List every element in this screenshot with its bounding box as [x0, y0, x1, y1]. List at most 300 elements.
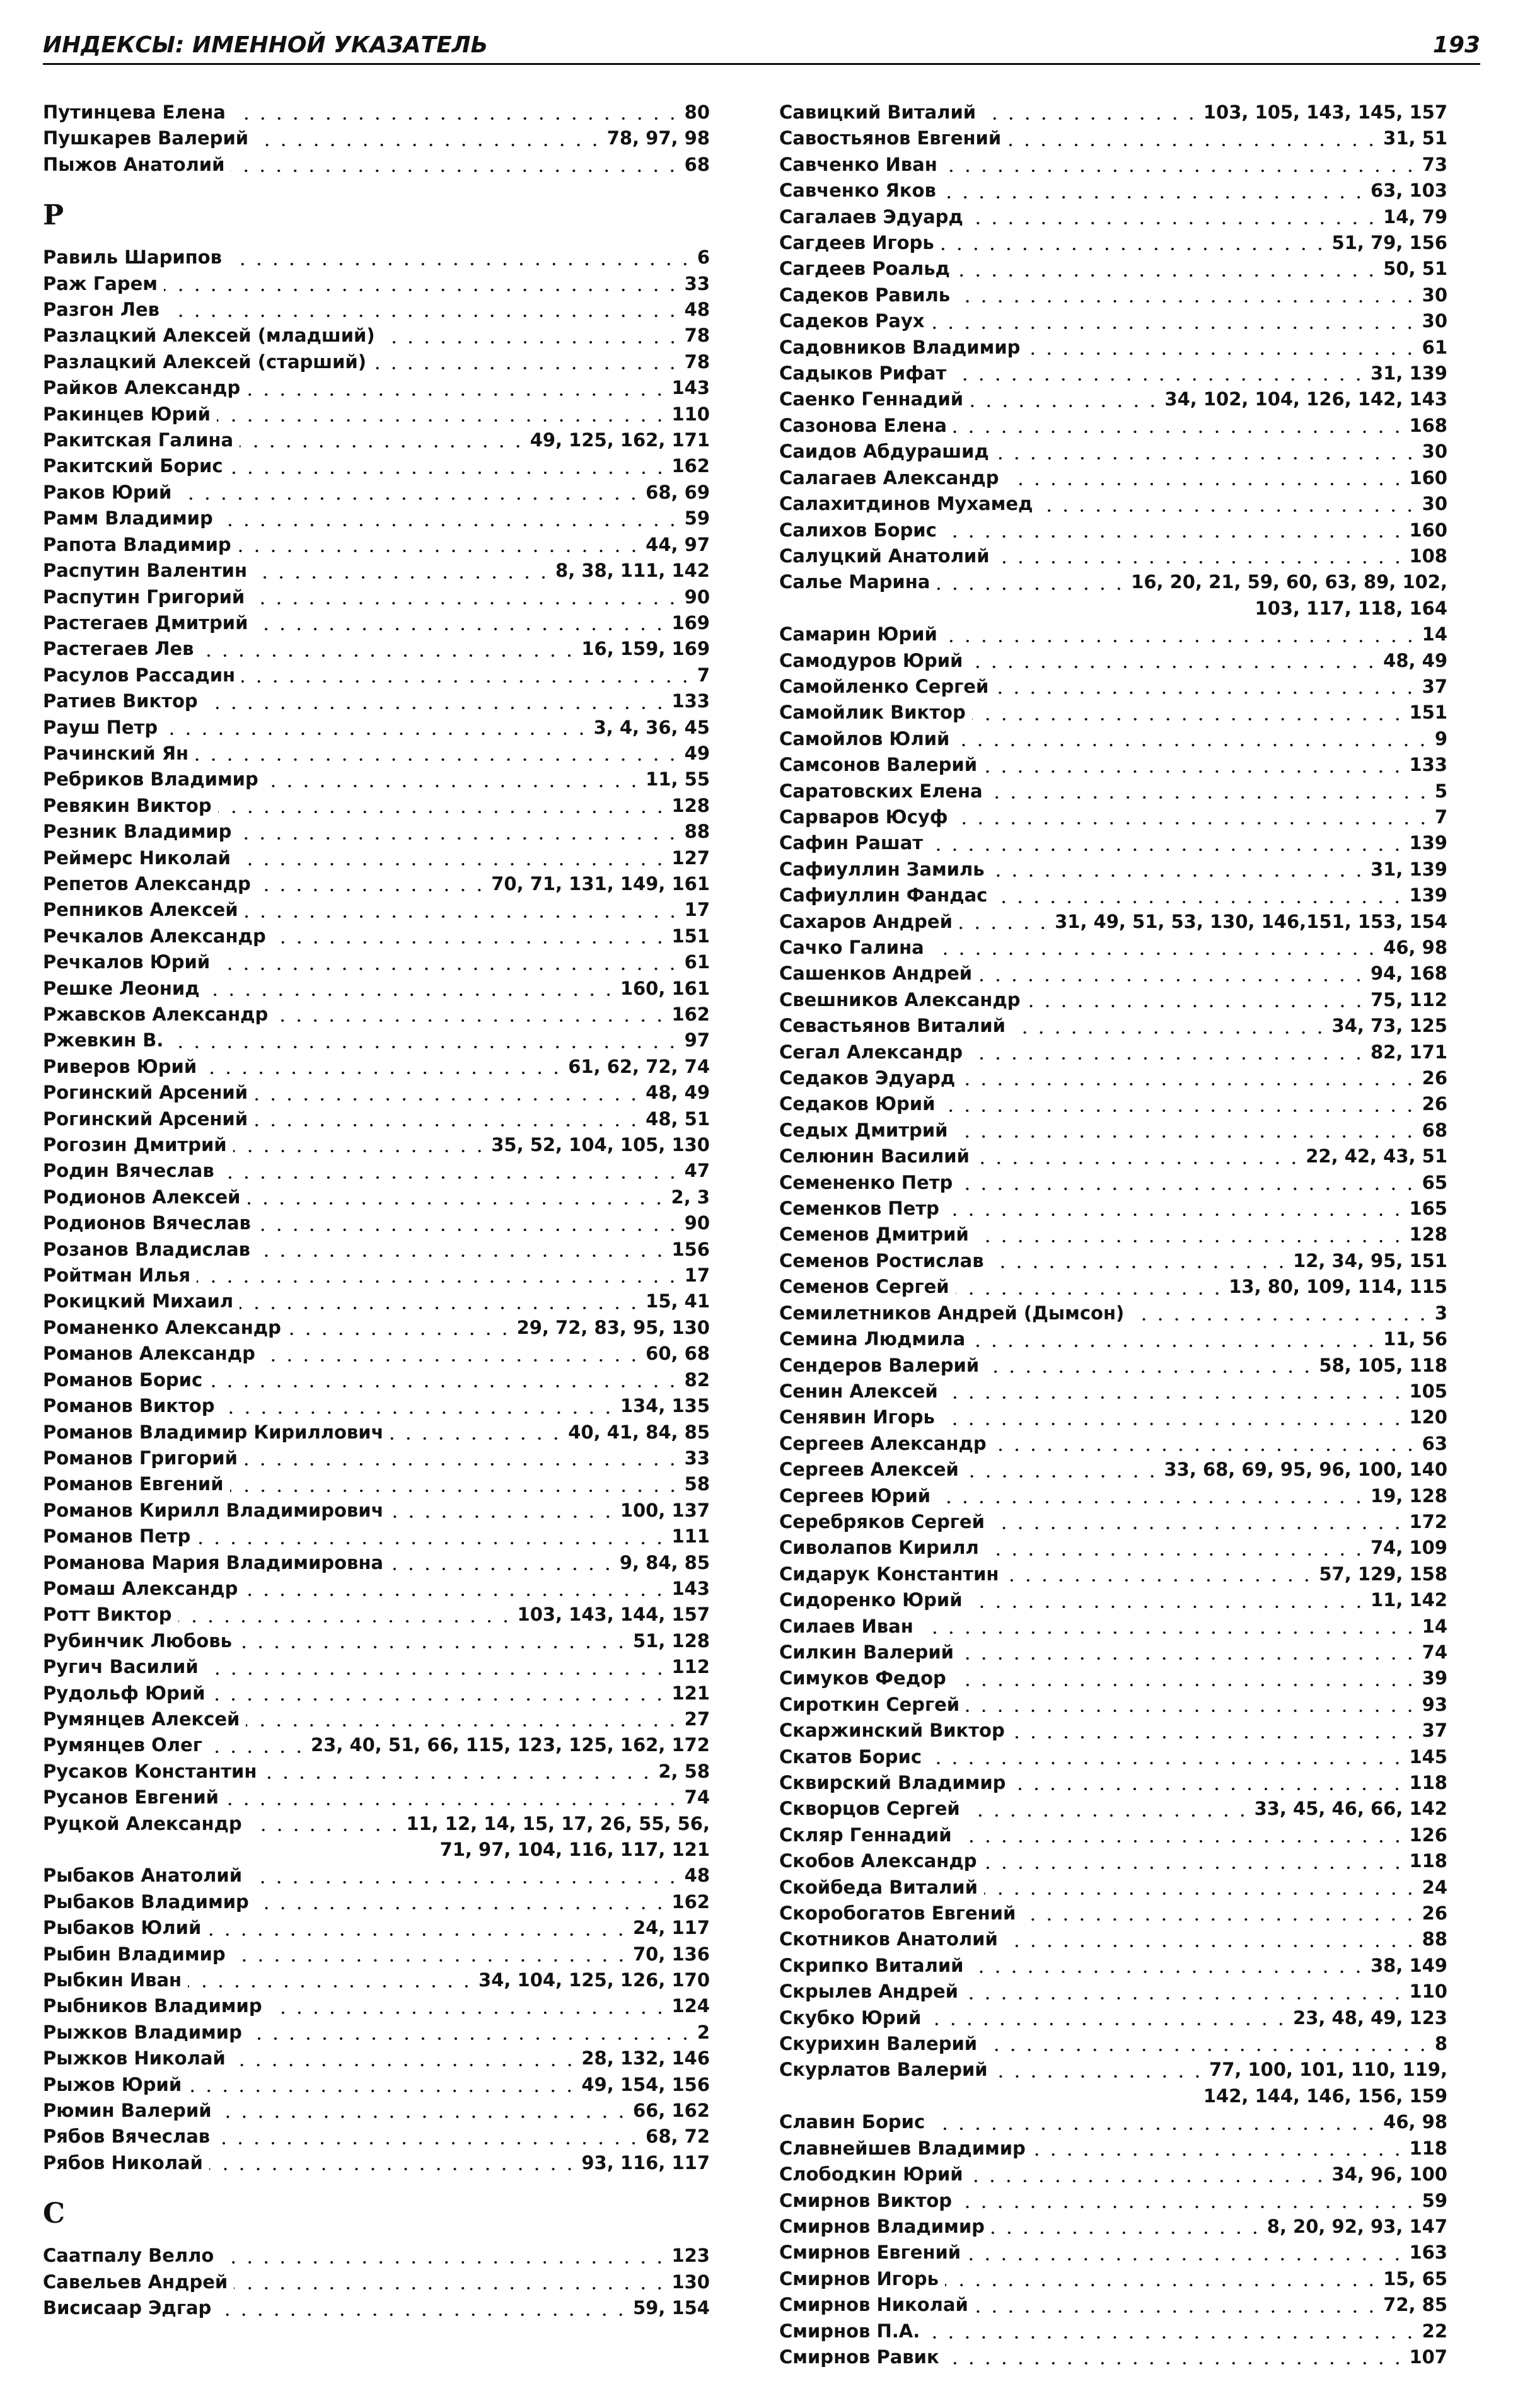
entry-line	[779, 2136, 1447, 2162]
index-entry	[43, 1732, 710, 1758]
dot-leader	[946, 1213, 1406, 1216]
entry-pages: 151	[1409, 702, 1447, 724]
index-entry	[779, 204, 1447, 230]
entry-line	[43, 245, 710, 270]
entry-pages: 130	[671, 2271, 710, 2293]
entry-line	[779, 1248, 1447, 1274]
dot-leader	[207, 1933, 629, 1936]
entry-pages: 107	[1409, 2346, 1447, 2368]
entry-pages: 61, 62, 72, 74	[568, 1055, 710, 1077]
dot-leader	[272, 941, 668, 944]
index-entry	[43, 923, 710, 949]
dot-leader	[991, 2231, 1263, 2234]
entry-pages: 163	[1409, 2242, 1447, 2264]
entry-pages: 27	[684, 1708, 710, 1730]
entry-name: Райков Александр	[43, 377, 241, 399]
dot-leader	[237, 863, 668, 865]
entry-line	[779, 125, 1447, 151]
entry-name: Рогинский Арсений	[43, 1108, 248, 1130]
entry-line	[779, 1796, 1447, 1822]
index-entry	[779, 674, 1447, 700]
entry-line	[43, 125, 710, 151]
entry-line	[43, 1132, 710, 1158]
dot-leader	[956, 744, 1430, 746]
dot-leader	[195, 758, 681, 761]
entry-name: Салье Марина	[779, 571, 930, 593]
entry-line	[43, 1654, 710, 1680]
index-entry	[43, 1654, 710, 1680]
entry-line	[43, 741, 710, 767]
dot-leader	[188, 2090, 577, 2092]
entry-pages: 151	[671, 925, 710, 947]
entry-pages: 162	[671, 1004, 710, 1025]
entry-pages: 3	[1434, 1302, 1447, 1324]
entry-line	[779, 1222, 1447, 1247]
entry-line	[779, 491, 1447, 517]
entry-line	[779, 1901, 1447, 1926]
entry-line	[779, 2031, 1447, 2057]
entry-line	[779, 100, 1447, 125]
index-entry	[43, 271, 710, 297]
entry-pages: 123	[671, 2245, 710, 2267]
index-column-left	[43, 100, 710, 2322]
index-entry	[43, 297, 710, 323]
entry-line	[43, 636, 710, 662]
entry-pages: 5	[1434, 780, 1447, 802]
entry-line	[779, 1143, 1447, 1169]
entry-line	[43, 1445, 710, 1471]
entry-pages: 49	[684, 742, 710, 764]
entry-pages: 49, 154, 156	[581, 2073, 710, 2095]
entry-pages: 82, 171	[1370, 1041, 1447, 1063]
dot-leader	[942, 196, 1367, 199]
entry-line	[779, 1431, 1447, 1457]
entry-name: Пушкарев Валерий	[43, 127, 249, 149]
index-entry	[779, 648, 1447, 674]
dot-leader	[229, 472, 668, 474]
index-entry	[43, 152, 710, 178]
entry-line	[779, 1926, 1447, 1952]
entry-pages: 88	[684, 821, 710, 843]
running-title: ИНДЕКСЫ: ИМЕННОЙ УКАЗАТЕЛЬ	[43, 32, 489, 58]
dot-leader	[246, 393, 668, 396]
index-entry	[779, 1326, 1447, 1352]
entry-name: Разгон Лев	[43, 299, 159, 321]
dot-leader	[985, 1553, 1367, 1556]
index-entry	[43, 2243, 710, 2269]
entry-pages: 30	[1422, 493, 1447, 515]
entry-name: Семенов Дмитрий	[779, 1224, 969, 1246]
entry-pages: 118	[1409, 2137, 1447, 2159]
index-entry	[43, 402, 710, 427]
entry-line	[779, 1614, 1447, 1640]
entry-line	[779, 2162, 1447, 2187]
entry-pages: 8, 20, 92, 93, 147	[1267, 2215, 1447, 2237]
index-entry	[43, 610, 710, 636]
entry-pages: 68	[684, 153, 710, 175]
entry-pages: 70, 71, 131, 149, 161	[491, 872, 710, 894]
dot-leader	[969, 666, 1379, 668]
dot-leader	[931, 2127, 1379, 2130]
entry-line	[43, 584, 710, 610]
index-entry	[779, 361, 1447, 386]
dot-leader	[245, 915, 681, 918]
index-entry	[779, 543, 1447, 569]
index-entry	[779, 1901, 1447, 1926]
entry-pages: 8, 38, 111, 142	[555, 560, 710, 582]
entry-line	[779, 543, 1447, 569]
entry-line	[43, 2295, 710, 2321]
index-entry	[43, 1445, 710, 1471]
dot-leader	[989, 796, 1431, 799]
entry-line	[779, 386, 1447, 412]
index-entry	[779, 386, 1447, 412]
entry-name: Ругич Василий	[43, 1656, 199, 1678]
entry-name: Рыбкин Иван	[43, 1969, 182, 1991]
entry-line	[43, 897, 710, 923]
entry-pages: 68	[1422, 1119, 1447, 1141]
index-entry	[779, 256, 1447, 282]
entry-name: Равиль Шарипов	[43, 246, 222, 269]
dot-leader	[946, 2362, 1406, 2365]
index-entry	[779, 622, 1447, 647]
dot-leader	[262, 1359, 642, 1362]
entry-pages: 162	[671, 1890, 710, 1913]
dot-leader	[995, 692, 1418, 694]
dot-leader	[944, 640, 1418, 642]
dot-leader	[178, 497, 642, 500]
index-entry	[779, 1822, 1447, 1848]
index-entry	[43, 2020, 710, 2046]
index-entry	[43, 1915, 710, 1941]
entry-pages: 33	[684, 272, 710, 294]
entry-pages: 58, 105, 118	[1319, 1354, 1447, 1376]
index-entry	[779, 857, 1447, 883]
entry-line	[43, 375, 710, 401]
index-entry	[43, 1576, 710, 1602]
dot-leader	[225, 1803, 681, 1805]
entry-line	[43, 1785, 710, 1810]
entry-pages: 29, 72, 83, 95, 130	[516, 1316, 710, 1338]
dot-leader	[971, 1345, 1379, 1347]
entry-pages: 68, 72	[646, 2126, 710, 2148]
entry-name: Силкин Валерий	[779, 1641, 954, 1663]
entry-pages: 22	[1422, 2320, 1447, 2342]
dot-leader	[991, 1527, 1406, 1529]
entry-name: Рамм Владимир	[43, 507, 213, 530]
dot-leader	[244, 1594, 668, 1596]
entry-line	[779, 961, 1447, 987]
dot-leader	[241, 680, 693, 683]
dot-leader	[961, 1083, 1418, 1085]
entry-name: Смирнов Виктор	[779, 2189, 953, 2211]
dot-leader	[170, 1046, 680, 1048]
entry-pages: 143	[671, 377, 710, 399]
dot-leader	[983, 2049, 1431, 2051]
entry-pages: 33, 45, 46, 66, 142	[1254, 1798, 1447, 1820]
entry-line	[43, 1315, 710, 1341]
entry-name: Скоробогатов Евгений	[779, 1902, 1016, 1925]
dot-leader	[197, 1542, 668, 1544]
index-entry	[43, 1106, 710, 1132]
entry-pages: 160	[1409, 466, 1447, 489]
entry-pages: 94, 168	[1370, 963, 1447, 985]
entry-pages: 26	[1422, 1093, 1447, 1115]
entry-line	[43, 2020, 710, 2046]
index-entry	[43, 1132, 710, 1158]
entry-name: Смирнов Равик	[779, 2346, 939, 2368]
dot-leader	[1007, 144, 1379, 146]
entry-name: Скатов Борис	[779, 1745, 922, 1768]
dot-leader	[975, 1240, 1406, 1242]
index-entry	[779, 1640, 1447, 1665]
entry-pages: 61	[1422, 336, 1447, 358]
dot-leader	[995, 457, 1418, 460]
index-entry	[43, 663, 710, 688]
dot-leader	[287, 1333, 513, 1335]
entry-name: Романов Виктор	[43, 1395, 215, 1417]
entry-pages: 28, 132, 146	[581, 2047, 710, 2069]
entry-pages: 93, 116, 117	[581, 2151, 710, 2174]
entry-line	[779, 1039, 1447, 1065]
dot-leader	[263, 1776, 654, 1779]
dot-leader	[965, 1997, 1405, 2000]
entry-name: Садыков Рифат	[779, 362, 947, 385]
entry-line	[43, 793, 710, 819]
dot-leader	[254, 1098, 642, 1101]
entry-pages: 19, 128	[1370, 1485, 1447, 1507]
entry-name: Растегаев Дмитрий	[43, 611, 248, 634]
entry-pages: 13, 80, 109, 114, 115	[1229, 1276, 1447, 1298]
entry-line	[43, 2046, 710, 2071]
dot-leader	[248, 2037, 693, 2040]
entry-line	[43, 1341, 710, 1367]
entry-line	[43, 532, 710, 558]
entry-pages: 51, 79, 156	[1331, 232, 1447, 254]
entry-name: Ротт Виктор	[43, 1604, 172, 1626]
entry-line	[779, 1353, 1447, 1379]
entry-pages-continued: 103, 117, 118, 164	[1255, 597, 1447, 619]
entry-name: Сагалаев Эдуард	[779, 205, 963, 228]
index-entry	[779, 2136, 1447, 2162]
entry-line	[779, 752, 1447, 778]
index-entry	[779, 2162, 1447, 2187]
dot-leader	[246, 1202, 667, 1205]
entry-line	[43, 819, 710, 845]
entry-line	[43, 323, 710, 349]
dot-leader	[238, 837, 680, 840]
entry-name: Самарин Юрий	[779, 623, 937, 645]
entry-line	[779, 178, 1447, 204]
entry-pages: 3, 4, 36, 45	[593, 716, 710, 738]
entry-pages: 58	[684, 1473, 710, 1495]
entry-pages: 118	[1409, 1772, 1447, 1793]
entry-name: Смирнов Евгений	[779, 2242, 961, 2264]
dot-leader	[943, 535, 1406, 538]
entry-name: Ромаш Александр	[43, 1577, 238, 1599]
entry-name: Румянцев Олег	[43, 1734, 202, 1756]
entry-line	[43, 1080, 710, 1106]
index-entry	[43, 976, 710, 1002]
dot-leader	[390, 1437, 564, 1440]
index-entry	[43, 1002, 710, 1027]
index-entry	[43, 506, 710, 531]
index-entry	[43, 845, 710, 871]
entry-name: Сироткин Сергей	[779, 1693, 960, 1715]
entry-pages: 12, 34, 95, 151	[1293, 1249, 1447, 1271]
entry-name: Романова Мария Владимировна	[43, 1551, 383, 1573]
entry-line	[43, 427, 710, 453]
dot-leader	[390, 1568, 616, 1570]
entry-name: Сегал Александр	[779, 1041, 963, 1063]
entry-pages: 124	[671, 1995, 710, 2017]
entry-pages: 74	[1422, 1641, 1447, 1663]
dot-leader	[1026, 352, 1418, 355]
dot-leader	[233, 1150, 488, 1152]
dot-leader	[211, 1698, 668, 1701]
entry-line	[43, 1263, 710, 1288]
entry-name: Раж Гарем	[43, 272, 158, 294]
entry-pages: 48, 51	[646, 1108, 710, 1130]
entry-name: Рыжов Юрий	[43, 2073, 182, 2095]
entry-pages: 160	[1409, 519, 1447, 541]
dot-leader	[929, 848, 1405, 851]
dot-leader	[178, 1620, 514, 1623]
page-number: 193	[1432, 32, 1480, 58]
entry-pages: 121	[671, 1682, 710, 1704]
entry-line	[43, 349, 710, 375]
index-entry	[43, 741, 710, 767]
entry-name: Семилетников Андрей (Дымсон)	[779, 1302, 1125, 1324]
entry-name: Распутин Валентин	[43, 560, 247, 582]
entry-pages: 118	[1409, 1850, 1447, 1872]
entry-name: Рудольф Юрий	[43, 1682, 206, 1704]
dot-leader	[975, 2310, 1379, 2313]
entry-name: Разлацкий Алексей (младший)	[43, 325, 375, 347]
entry-line	[43, 1002, 710, 1027]
entry-pages: 14	[1422, 1615, 1447, 1637]
entry-line	[779, 465, 1447, 491]
entry-name: Саратовских Елена	[779, 780, 983, 802]
entry-name: Сафин Рашат	[779, 832, 924, 854]
entry-pages: 73	[1422, 153, 1447, 175]
entry-pages: 156	[671, 1238, 710, 1260]
entry-name: Семенов Сергей	[779, 1276, 949, 1298]
index-entry	[43, 1027, 710, 1053]
entry-pages: 145	[1409, 1745, 1447, 1768]
dot-leader	[930, 952, 1379, 955]
index-entry	[43, 1889, 710, 1915]
entry-name: Ракитская Галина	[43, 429, 234, 451]
index-entry	[779, 1431, 1447, 1457]
dot-leader	[991, 874, 1367, 877]
index-entry	[779, 726, 1447, 752]
entry-line	[779, 779, 1447, 804]
index-entry	[43, 1811, 710, 1863]
entry-line	[779, 2005, 1447, 2031]
entry-name: Риверов Юрий	[43, 1055, 197, 1077]
entry-name: Серебряков Сергей	[779, 1510, 985, 1532]
entry-line	[43, 1706, 710, 1732]
entry-line	[43, 1628, 710, 1654]
entry-line	[779, 204, 1447, 230]
dot-leader	[253, 576, 552, 579]
index-entry	[43, 2150, 710, 2176]
index-entry	[779, 700, 1447, 726]
entry-pages: 90	[684, 1212, 710, 1234]
entry-line	[779, 413, 1447, 439]
index-entry	[779, 1926, 1447, 1952]
entry-pages: 23, 40, 51, 66, 115, 123, 125, 162, 172	[310, 1734, 710, 1756]
entry-name: Рачинский Ян	[43, 742, 189, 764]
index-entry	[779, 2109, 1447, 2135]
index-entry	[43, 715, 710, 741]
index-entry	[43, 1993, 710, 2019]
entry-pages: 78	[684, 325, 710, 347]
entry-name: Ревякин Виктор	[43, 794, 212, 816]
entry-pages: 78	[684, 350, 710, 373]
entry-name: Сашенков Андрей	[779, 963, 973, 985]
index-entry	[43, 1759, 710, 1785]
entry-line	[43, 2243, 710, 2269]
index-entry	[43, 245, 710, 270]
entry-pages: 134, 135	[620, 1395, 710, 1417]
entry-line	[43, 152, 710, 178]
index-entry	[779, 1796, 1447, 1822]
index-entry	[43, 949, 710, 975]
entry-line	[43, 297, 710, 323]
entry-name: Саенко Геннадий	[779, 388, 964, 410]
dot-leader	[1006, 483, 1406, 485]
index-entry	[43, 1524, 710, 1549]
index-entry	[779, 2005, 1447, 2031]
dot-leader	[232, 2064, 578, 2066]
dot-leader	[257, 1254, 668, 1257]
entry-pages: 126	[1409, 1824, 1447, 1846]
dot-leader	[1027, 1005, 1367, 1007]
entry-name: Рыбаков Юлий	[43, 1917, 202, 1939]
entry-name: Смирнов Владимир	[779, 2215, 985, 2237]
dot-leader	[197, 1280, 680, 1283]
entry-pages: 108	[1409, 545, 1447, 567]
entry-name: Руцкой Александр	[43, 1812, 242, 1834]
dot-leader	[228, 263, 693, 265]
index-entry	[43, 349, 710, 375]
index-entry	[779, 1222, 1447, 1247]
entry-pages: 7	[1434, 806, 1447, 828]
entry-name: Романов Александр	[43, 1343, 255, 1365]
entry-pages: 75, 112	[1370, 988, 1447, 1010]
entry-line	[43, 1576, 710, 1602]
entry-pages: 9, 84, 85	[619, 1551, 710, 1573]
entry-line	[779, 1979, 1447, 2005]
dot-leader	[984, 1892, 1418, 1895]
entry-line	[43, 402, 710, 427]
index-entry	[779, 830, 1447, 856]
index-entry	[779, 2318, 1447, 2344]
entry-name: Смирнов П.А.	[779, 2320, 920, 2342]
dot-leader	[972, 718, 1406, 721]
entry-pages: 77, 100, 101, 110, 119,	[1209, 2059, 1447, 2081]
entry-pages: 34, 104, 125, 126, 170	[478, 1969, 710, 1991]
entry-line	[779, 2057, 1447, 2083]
index-entry	[43, 100, 710, 125]
entry-name: Рюмин Валерий	[43, 2100, 212, 2122]
dot-leader	[204, 707, 668, 709]
entry-line	[43, 1471, 710, 1497]
dot-leader	[1012, 1788, 1405, 1790]
entry-name: Скубко Юрий	[779, 2006, 922, 2029]
